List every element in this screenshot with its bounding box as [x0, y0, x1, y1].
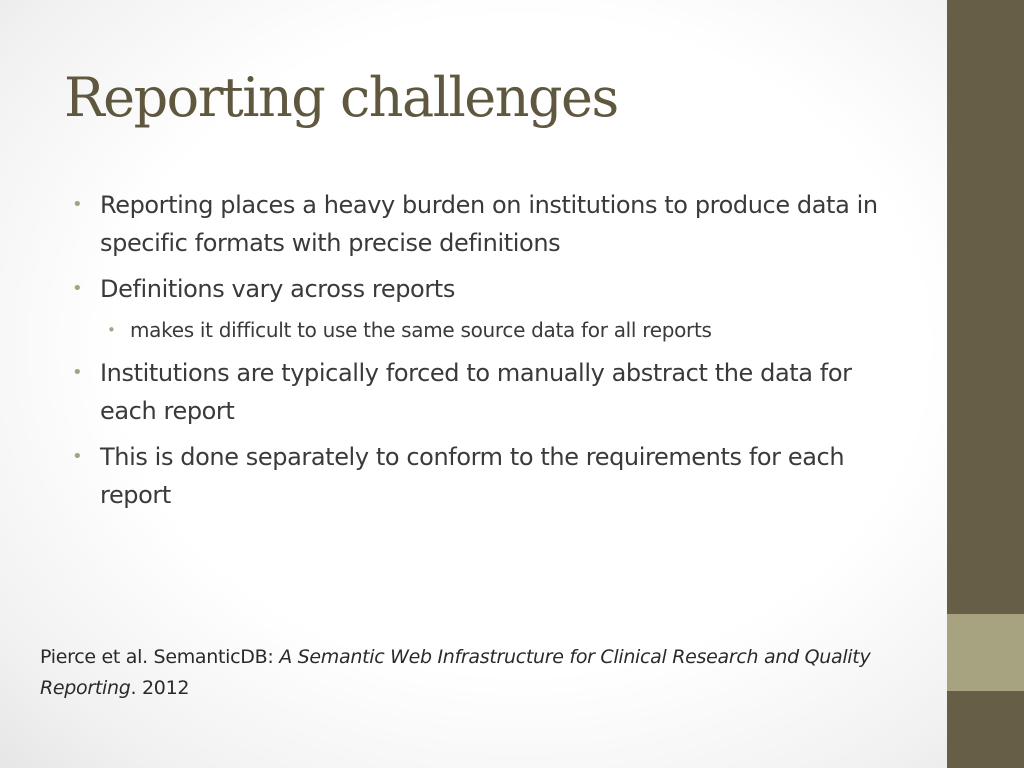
bullet-list [72, 186, 882, 522]
citation-title: A Semantic Web Infrastructure for Clinical Research and Quality Reporting [40, 646, 871, 699]
bullet-marker: • [72, 194, 83, 215]
citation-year: . 2012 [130, 677, 190, 699]
bullet-item [72, 186, 882, 262]
slide-title: Reporting challenges [64, 66, 618, 129]
bullet-marker: • [72, 446, 83, 467]
sub-bullet-item [72, 314, 882, 346]
bullet-marker: • [107, 321, 116, 339]
bullet-marker: • [72, 278, 83, 299]
bullet-text: Definitions vary across reports [100, 275, 455, 303]
bullet-item [72, 270, 882, 308]
bullet-item [72, 354, 882, 430]
citation [40, 642, 920, 704]
sidebar-accent-block [947, 614, 1024, 691]
bullet-text: This is done separately to conform to the requirements for each report [100, 443, 845, 509]
bullet-item [72, 438, 882, 514]
bullet-text: makes it difficult to use the same source data for all reports [130, 318, 712, 342]
bullet-text: Institutions are typically forced to manually abstract the data for each report [100, 359, 852, 425]
citation-authors: Pierce et al. SemanticDB: [40, 646, 280, 668]
bullet-text: Reporting places a heavy burden on institutions to produce data in specific formats with precise definitions [100, 191, 878, 257]
bullet-marker: • [72, 362, 83, 383]
